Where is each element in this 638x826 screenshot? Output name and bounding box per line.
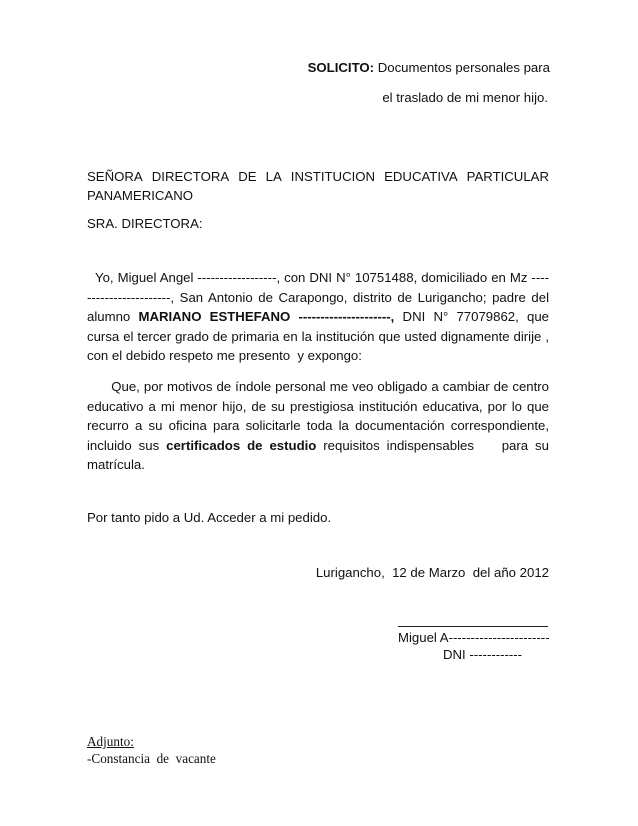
request-text: Que, por motivos de índole personal me veo obligado a cambiar de centro educativo a mi menor hijo, de su prestigiosa institución educativa, por lo que recurro a su oficina para solicitarle toda la documentación correspondiente, incluido sus — [87, 379, 553, 453]
attachment-item: -Constancia de vacante — [87, 751, 216, 766]
salutation: SRA. DIRECTORA: — [87, 216, 203, 231]
attachment-label: Adjunto: — [87, 734, 134, 749]
solicito-text: Documentos personales para — [374, 60, 550, 75]
solicito-line-2: el traslado de mi menor hijo. — [382, 90, 548, 105]
intro-text-continued: DNI N° 77079862, que cursa el tercer grado de primaria en la institución que usted dignamente dirije , con el debido respeto me presento y expongo: — [87, 309, 553, 363]
signature-dni: DNI ------------ — [443, 647, 523, 662]
recipient-word: DE — [238, 169, 257, 184]
paragraph-request — [87, 377, 553, 475]
signature-name: Miguel A----------------------- — [398, 630, 550, 645]
recipient-word: EDUCATIVA — [384, 169, 458, 184]
date-line: Lurigancho, 12 de Marzo del año 2012 — [315, 565, 549, 580]
certificates-phrase: certificados de estudio — [166, 437, 317, 453]
solicito-label: SOLICITO: — [307, 60, 375, 75]
solicito-line — [270, 58, 550, 77]
recipient-word: PARTICULAR — [466, 169, 549, 184]
intro-text: Yo, Miguel Angel ------------------, con DNI N° 10751488, domiciliado en Mz -----------------------, San Antonio de Carapongo, distrito de Lurigancho; padre del alumno — [87, 270, 553, 324]
student-name: MARIANO ESTHEFANO ---------------------, — [138, 309, 395, 324]
recipient-line-1 — [87, 167, 549, 186]
recipient-word: LA — [265, 169, 282, 184]
recipient-word: SEÑORA — [87, 169, 143, 184]
recipient-block — [87, 167, 549, 205]
signature-rule — [398, 626, 548, 627]
paragraph-introduction — [87, 268, 553, 366]
request-text-continued: requisitos indispensables para su matrícula. — [87, 437, 553, 472]
recipient-word: DIRECTORA — [151, 169, 230, 184]
paragraph-closing: Por tanto pido a Ud. Acceder a mi pedido. — [87, 510, 332, 525]
recipient-line-2: PANAMERICANO — [87, 188, 194, 203]
recipient-word: INSTITUCION — [290, 169, 376, 184]
